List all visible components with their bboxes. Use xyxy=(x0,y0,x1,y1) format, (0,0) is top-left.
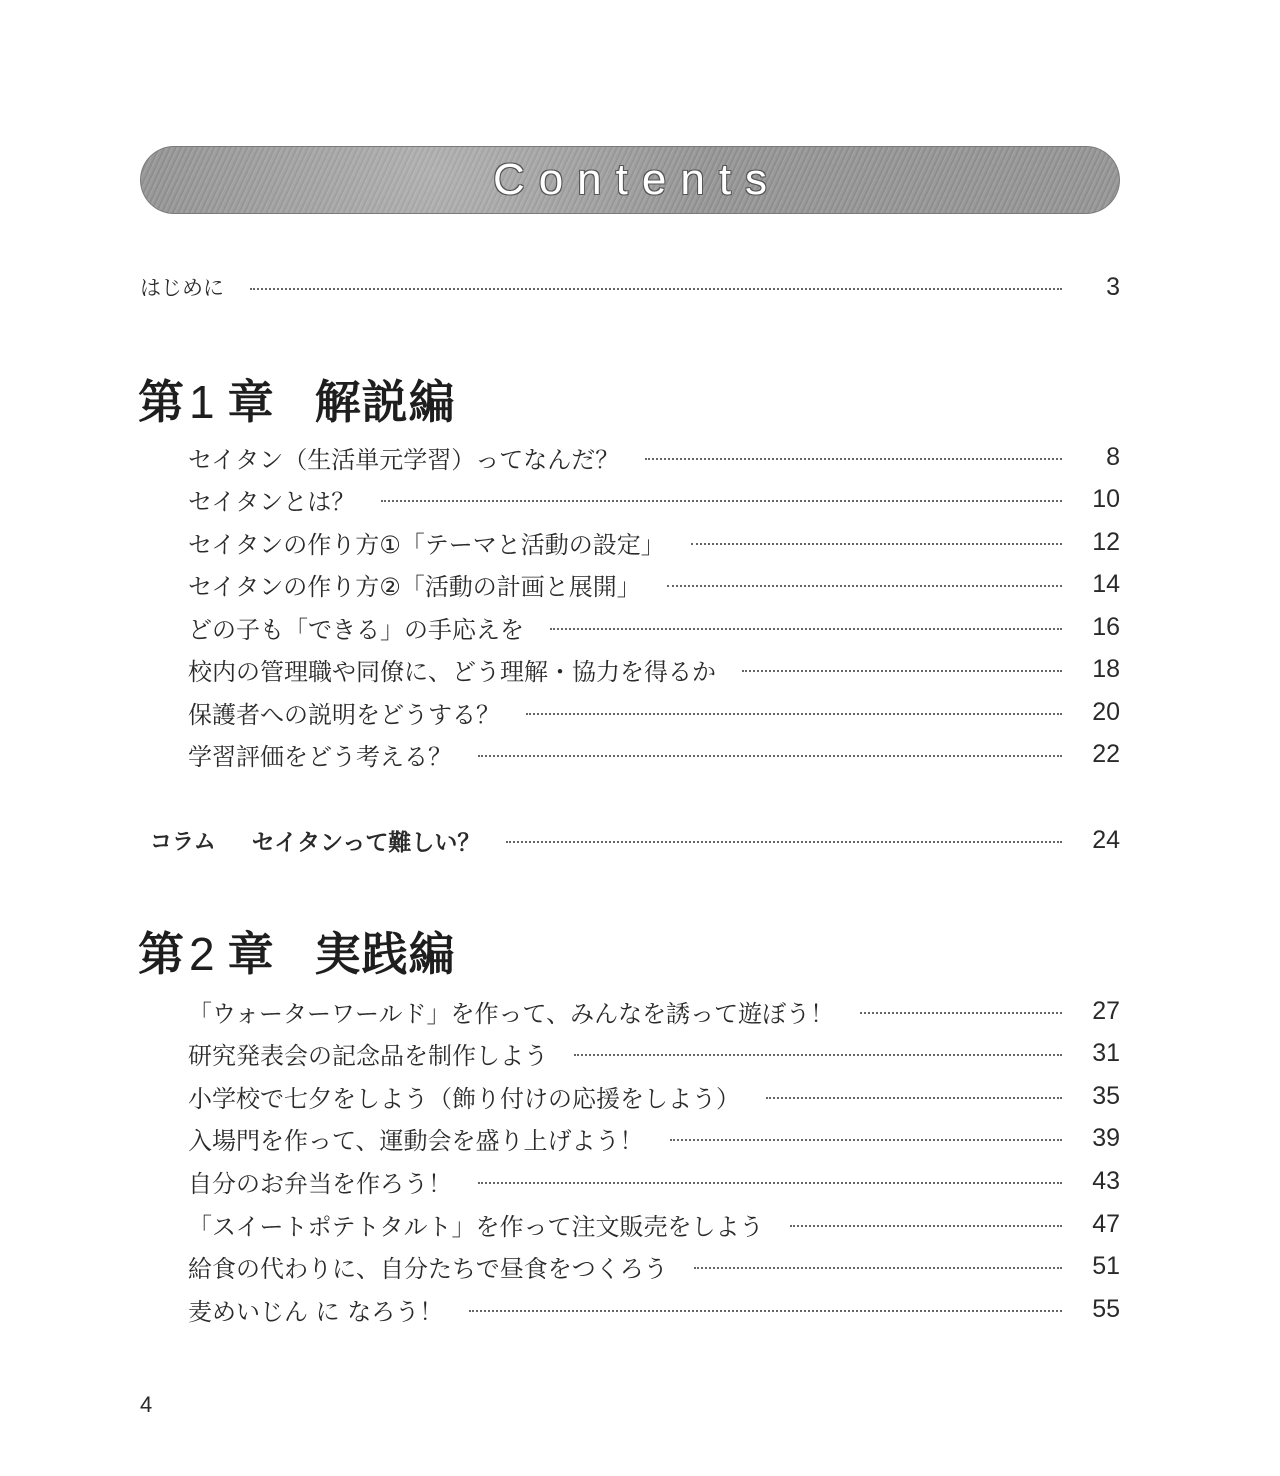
toc-entry[interactable] xyxy=(188,737,1120,771)
leader-dots xyxy=(694,1267,1062,1269)
toc-entry-label: セイタンって難しい？ xyxy=(251,829,481,856)
toc-entry-page: 27 xyxy=(1092,996,1120,1025)
toc-entry-page: 20 xyxy=(1092,697,1120,726)
toc-entry[interactable] xyxy=(188,1207,1120,1241)
toc-entry-page: 31 xyxy=(1092,1038,1120,1067)
toc-entry[interactable] xyxy=(188,652,1120,686)
toc-entry[interactable] xyxy=(188,1249,1120,1283)
leader-dots xyxy=(645,458,1062,460)
page-number: 4 xyxy=(140,1392,153,1417)
toc-entry-label: セイタンとは？ xyxy=(188,487,356,516)
toc-entry-label: 給食の代わりに、自分たちで昼食をつくろう xyxy=(188,1254,668,1283)
column-tag: コラム xyxy=(150,829,216,855)
leader-dots xyxy=(250,288,1062,290)
toc-entry-page: 18 xyxy=(1092,654,1120,683)
toc-entry-label: 麦めいじん に なろう！ xyxy=(188,1297,444,1326)
leader-dots xyxy=(691,543,1062,545)
toc-entry[interactable] xyxy=(188,440,1120,474)
toc-entry-label: 保護者への説明をどうする？ xyxy=(188,700,500,729)
chapter-1-heading xyxy=(138,366,456,432)
toc-entry-page: 39 xyxy=(1092,1123,1120,1152)
chapter-prefix: 第 xyxy=(138,927,185,981)
toc-entry-page: 16 xyxy=(1092,612,1120,641)
leader-dots xyxy=(667,585,1062,587)
toc-entry-label: セイタンの作り方①「テーマと活動の設定」 xyxy=(188,530,665,559)
leader-dots xyxy=(742,670,1062,672)
leader-dots xyxy=(670,1139,1062,1141)
toc-entry-label: 学習評価をどう考える？ xyxy=(188,742,452,771)
toc-entry[interactable] xyxy=(188,695,1120,729)
chapter-number: 1 xyxy=(189,376,216,428)
leader-dots xyxy=(506,841,1062,843)
chapter-suffix: 章 xyxy=(227,927,275,981)
toc-entry[interactable] xyxy=(188,994,1120,1028)
toc-entry-label: 小学校で七夕をしよう（飾り付けの応援をしよう） xyxy=(188,1084,740,1113)
toc-entry[interactable] xyxy=(188,567,1120,601)
toc-entry-page: 47 xyxy=(1092,1209,1120,1238)
leader-dots xyxy=(381,500,1062,502)
contents-title: Contents xyxy=(492,155,782,204)
toc-entry-page: 55 xyxy=(1092,1294,1120,1323)
contents-banner xyxy=(140,146,1120,214)
toc-entry-page: 3 xyxy=(1106,272,1120,301)
chapter-number: 2 xyxy=(189,928,216,980)
toc-entry-label: どの子も「できる」の手応えを xyxy=(188,615,524,644)
toc-entry-label: セイタンの作り方②「活動の計画と展開」 xyxy=(188,572,641,601)
toc-entry-intro[interactable] xyxy=(140,270,1120,304)
toc-entry-label: 校内の管理職や同僚に、どう理解・協力を得るか xyxy=(188,657,716,686)
toc-entry-column[interactable] xyxy=(150,823,1120,857)
toc-entry[interactable] xyxy=(188,1292,1120,1326)
chapter-2-heading xyxy=(138,918,456,984)
toc-entry[interactable] xyxy=(188,525,1120,559)
toc-entry[interactable] xyxy=(188,1164,1120,1198)
leader-dots xyxy=(469,1310,1062,1312)
toc-entry-label: 自分のお弁当を作ろう！ xyxy=(188,1169,452,1198)
toc-entry-label: 「ウォーターワールド」を作って、みんなを誘って遊ぼう！ xyxy=(188,999,835,1028)
toc-entry[interactable] xyxy=(188,1121,1120,1155)
chapter-suffix: 章 xyxy=(227,375,275,429)
toc-entry-page: 35 xyxy=(1092,1081,1120,1110)
leader-dots xyxy=(550,628,1062,630)
leader-dots xyxy=(478,1182,1062,1184)
toc-entry[interactable] xyxy=(188,482,1120,516)
leader-dots xyxy=(574,1054,1062,1056)
toc-entry-page: 51 xyxy=(1092,1251,1120,1280)
leader-dots xyxy=(766,1097,1062,1099)
toc-entry-page: 22 xyxy=(1092,739,1120,768)
toc-entry[interactable] xyxy=(188,1036,1120,1070)
toc-entry[interactable] xyxy=(188,1079,1120,1113)
leader-dots xyxy=(526,713,1062,715)
toc-entry-label: セイタン（生活単元学習）ってなんだ？ xyxy=(188,445,620,474)
toc-entry-label: はじめに xyxy=(140,276,224,300)
toc-entry-page: 10 xyxy=(1092,484,1120,513)
toc-entry-label: 入場門を作って、運動会を盛り上げよう！ xyxy=(188,1126,644,1155)
leader-dots xyxy=(790,1225,1062,1227)
toc-entry-label: 「スイートポテトタルト」を作って注文販売をしよう xyxy=(188,1212,764,1241)
chapter-title: 解説編 xyxy=(314,375,456,429)
leader-dots xyxy=(860,1012,1062,1014)
toc-entry-page: 24 xyxy=(1092,825,1120,854)
toc-entry-page: 14 xyxy=(1092,569,1120,598)
chapter-title: 実践編 xyxy=(314,927,456,981)
toc-entry[interactable] xyxy=(188,610,1120,644)
chapter-prefix: 第 xyxy=(138,375,185,429)
leader-dots xyxy=(478,755,1062,757)
toc-entry-page: 12 xyxy=(1092,527,1120,556)
toc-entry-page: 8 xyxy=(1106,442,1120,471)
toc-entry-page: 43 xyxy=(1092,1166,1120,1195)
toc-entry-label: 研究発表会の記念品を制作しよう xyxy=(188,1041,548,1070)
